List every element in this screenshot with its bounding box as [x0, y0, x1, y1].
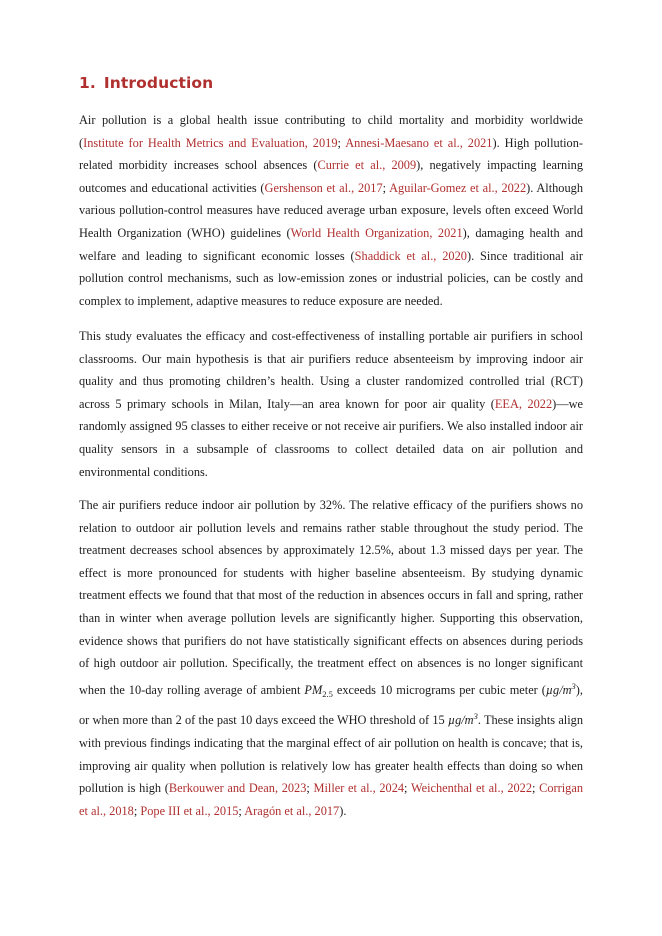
text-run: ), damaging health and welfare and leading to significant economic losses (	[79, 225, 583, 263]
citation-link[interactable]: Currie et al., 2009	[317, 158, 417, 173]
text-run: This study evaluates the efficacy and cost-effectiveness of installing portable air purifiers in school classrooms. Our main hypothesis is that air purifiers reduce absenteeism by improving indoor air quality and thus promoting children’s health. Using a cluster randomized controlled trial (RCT) across 5 primary schools in Milan, Italy—an area known for poor air quality (	[79, 329, 583, 411]
text-run: ;	[133, 803, 141, 818]
text-run: ;	[532, 781, 540, 796]
text-run: ), or when more than 2 of the past 10 days exceed the WHO threshold of 15	[79, 682, 583, 728]
citation-link[interactable]: Shaddick et al., 2020	[354, 248, 467, 263]
text-run: )—we randomly assigned 95 classes to either receive or not receive air purifiers. We also installed indoor air quality sensors in a subsample of classrooms to collect detailed data on air pollution and environmental conditions.	[79, 396, 584, 479]
math-pm-subscript: 2.5	[322, 688, 333, 699]
math-unit-base: µg/m	[447, 713, 474, 728]
text-run: ;	[306, 781, 314, 796]
paragraph-3	[79, 494, 583, 822]
citation-link[interactable]: Gershenson et al., 2017	[264, 180, 383, 195]
citation-link[interactable]: Berkouwer and Dean, 2023	[168, 781, 307, 796]
text-run: ;	[337, 135, 346, 150]
text-run: ;	[404, 781, 411, 796]
math-unit-base: µg/m	[545, 682, 572, 697]
citation-link[interactable]: Pope III et al., 2015	[140, 803, 239, 818]
text-run: ). Although various pollution-control measures have reduced average urban exposure, levels often exceed World Health Organization (WHO) guidelines (	[79, 180, 583, 240]
citation-link[interactable]: Corrigan et al., 2018	[79, 781, 584, 818]
text-run: ).	[339, 803, 347, 818]
citation-link[interactable]: Miller et al., 2024	[313, 781, 405, 796]
math-pm25	[304, 683, 332, 697]
math-unit-exponent: 3	[571, 680, 576, 691]
section-number: 1.	[79, 74, 96, 92]
math-pm-base: PM	[304, 682, 323, 697]
text-run: ). Since traditional air pollution control mechanisms, such as low-emission zones or industrial policies, can be costly and complex to implement, adaptive measures to reduce exposure are needed.	[79, 248, 583, 308]
citation-link[interactable]: World Health Organization, 2021	[290, 225, 463, 240]
text-run: ;	[382, 180, 390, 195]
text-run: The air purifiers reduce indoor air pollution by 32%. The relative efficacy of the purifiers shows no relation to outdoor air pollution levels and remains rather stable throughout the study period. The treatment decreases school absences by approximately 12.5%, about 1.3 missed days per year. The effect is more pronounced for students with higher baseline absenteeism. By studying dynamic treatment effects we found that that most of the reduction in absences occurs in fall and spring, rather than in winter when average pollution levels are significantly higher. Supporting this observation, evidence shows that purifiers do not have statistically significant effects on absences during periods of high outdoor air pollution. Specifically, the treatment effect on absences is no longer significant when the 10-day rolling average of ambient	[79, 498, 583, 697]
citation-link[interactable]: Aragón et al., 2017	[244, 803, 340, 818]
citation-link[interactable]: EEA, 2022	[494, 396, 553, 411]
math-unit	[545, 680, 576, 697]
text-run: exceeds 10 micrograms per cubic meter (	[332, 682, 546, 697]
text-run: Air pollution is a global health issue contributing to child mortality and morbidity worldwide (	[79, 113, 583, 150]
section-heading	[79, 74, 213, 92]
citation-link[interactable]: Annesi-Maesano et al., 2021	[345, 135, 493, 150]
section-title: Introduction	[103, 74, 214, 92]
text-run: ), negatively impacting learning outcomes and educational activities (	[79, 158, 584, 195]
paragraph-1	[79, 109, 583, 312]
citation-link[interactable]: Institute for Health Metrics and Evaluation, 2019	[83, 135, 338, 150]
paragraph-2	[79, 325, 583, 483]
math-unit	[448, 713, 478, 727]
math-unit-exponent: 3	[473, 711, 478, 722]
citation-link[interactable]: Aguilar-Gomez et al., 2022	[389, 180, 527, 195]
text-run: . These insights align with previous findings indicating that the marginal effect of air pollution on health is concave; that is, improving air quality when pollution is relatively low has greater health effects than doing so when pollution is high (	[79, 713, 583, 796]
text-run: ;	[238, 803, 245, 818]
citation-link[interactable]: Weichenthal et al., 2022	[410, 781, 533, 796]
text-run: ). High pollution-related morbidity increases school absences (	[79, 135, 584, 173]
